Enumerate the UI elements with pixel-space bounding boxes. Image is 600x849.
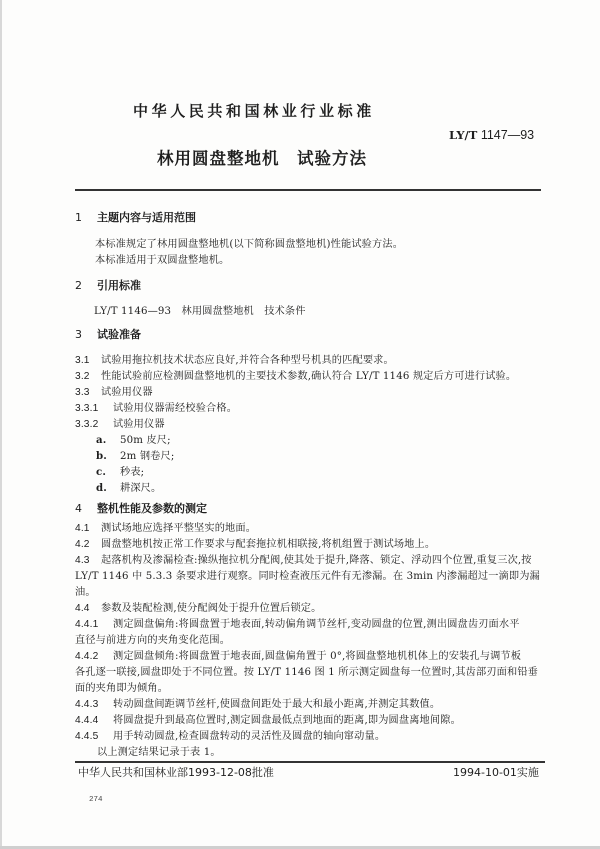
clause-number: 4.4.1 (75, 619, 99, 630)
results-note: 以上测定结果记录于表 1。 (97, 747, 221, 758)
clause-text: 试验用仪器 (101, 387, 153, 398)
clause-4-4-4 (75, 711, 461, 726)
clause-text: 试验用拖拉机技术状态应良好,并符合各种型号机具的匹配要求。 (101, 355, 394, 366)
section-title: 整机性能及参数的测定 (97, 502, 207, 515)
clause-3-3-2 (75, 415, 165, 430)
clause-3-3-1 (75, 399, 237, 414)
section-heading-1 (75, 209, 196, 225)
instrument-text: 2m 钢卷尺; (120, 451, 175, 462)
section-title: 试验准备 (97, 328, 141, 341)
section-number: 1 (75, 211, 82, 224)
clause-text: 测定圆盘偏角:将圆盘置于地表面,转动偏角调节丝杆,变动圆盘的位置,测出圆盘齿刃面水平 (113, 619, 520, 630)
clause-continuation: 面的夹角即为倾角。 (75, 683, 169, 694)
clause-number: 3.2 (75, 371, 90, 382)
reference-standard: LY/T 1146—93 林用圆盘整地机 技术条件 (94, 306, 306, 317)
clause-continuation: 各孔逐一联接,圆盘即处于不同位置。按 LY/T 1146 图 1 所示测定圆盘每一位置时,其齿部刃面和铅垂 (75, 667, 539, 678)
clause-number: 4.4.4 (75, 715, 99, 726)
clause-4-4-5 (75, 727, 385, 742)
clause-3-1 (75, 351, 394, 366)
paragraph: 本标准规定了林用圆盘整地机(以下简称圆盘整地机)性能试验方法。 (95, 239, 404, 250)
clause-4-4-3 (75, 695, 440, 710)
list-marker: d. (96, 482, 107, 494)
clause-number: 4.2 (75, 539, 90, 550)
clause-text: 圆盘整地机按正常工作要求与配套拖拉机相联接,将机组置于测试场地上。 (101, 539, 436, 550)
clause-continuation: LY/T 1146 中 5.3.3 条要求进行观察。同时检查液压元件有无渗漏。在 3min 内渗漏超过一滴即为漏 (75, 571, 540, 582)
clause-number: 4.3 (75, 555, 90, 566)
clause-text: 性能试验前应检测圆盘整地机的主要技术参数,确认符合 LY/T 1146 规定后方可进行试验。 (101, 371, 517, 382)
clause-continuation: 直径与前进方向的夹角变化范围。 (75, 635, 231, 646)
header-divider (75, 189, 541, 191)
section-heading-2 (75, 277, 141, 293)
clause-number: 4.4.5 (75, 731, 99, 742)
clause-4-1 (75, 519, 256, 534)
section-number: 2 (75, 279, 82, 292)
clause-number: 3.3.2 (75, 419, 99, 430)
clause-4-4-2 (75, 647, 521, 662)
section-heading-3 (75, 326, 141, 342)
clause-text: 试验用仪器 (113, 419, 165, 430)
instrument-item (96, 431, 171, 446)
clause-text: 起落机构及渗漏检查:操纵拖拉机分配阀,使其处于提升,降落、锁定、浮动四个位置,重复三次,按 (101, 555, 532, 566)
clause-number: 3.3 (75, 387, 90, 398)
instrument-item (96, 463, 144, 478)
clause-text: 将圆盘提升到最高位置时,测定圆盘最低点到地面的距离,即为圆盘离地间隙。 (113, 715, 461, 726)
section-title: 引用标准 (97, 279, 141, 292)
instrument-text: 秒表; (120, 467, 145, 478)
clause-text: 用手转动圆盘,检查圆盘转动的灵活性及圆盘的轴向窜动量。 (113, 731, 386, 742)
clause-text: 测定圆盘倾角:将圆盘置于地表面,圆盘偏角置于 0°,将圆盘整地机机体上的安装孔与调节板 (113, 651, 522, 662)
standard-organization: 中华人民共和国林业行业标准 (133, 102, 375, 120)
clause-4-3 (75, 551, 532, 566)
clause-number: 4.4.3 (75, 699, 99, 710)
standard-code-number: 1147—93 (480, 128, 535, 142)
section-title: 主题内容与适用范围 (97, 211, 196, 224)
clause-3-2 (75, 367, 516, 382)
effective-date: 1994-10-01实施 (453, 766, 539, 779)
clause-number: 3.3.1 (75, 403, 99, 414)
footer-divider (75, 761, 545, 763)
list-marker: c. (96, 466, 107, 478)
standard-code (449, 128, 534, 142)
document-title: 林用圆盘整地机 试验方法 (157, 149, 367, 168)
clause-4-4 (75, 599, 321, 614)
clause-text: 测试场地应选择平整坚实的地面。 (101, 523, 257, 534)
clause-continuation: 油。 (75, 587, 96, 598)
clause-number: 4.1 (75, 523, 90, 534)
clause-4-2 (75, 535, 435, 550)
page-edge (0, 0, 2, 849)
clause-text: 参数及装配检测,使分配阀处于提升位置后锁定。 (101, 603, 322, 614)
section-number: 3 (75, 328, 82, 341)
clause-number: 4.4.2 (75, 651, 99, 662)
clause-number: 3.1 (75, 355, 90, 366)
clause-text: 转动圆盘间距调节丝杆,使圆盘间距处于最大和最小距离,并测定其数值。 (113, 699, 441, 710)
list-marker: a. (96, 434, 107, 446)
page-number: 274 (89, 796, 103, 804)
standard-code-prefix: LY/T (449, 128, 478, 142)
clause-number: 4.4 (75, 603, 90, 614)
list-marker: b. (96, 450, 107, 462)
clause-text: 试验用仪器需经校验合格。 (113, 403, 238, 414)
approval-date: 中华人民共和国林业部1993-12-08批准 (78, 766, 274, 779)
section-heading-4 (75, 500, 207, 516)
clause-4-4-1 (75, 615, 520, 630)
clause-3-3 (75, 383, 153, 398)
instrument-item (96, 479, 161, 494)
paragraph: 本标准适用于双圆盘整地机。 (95, 255, 230, 266)
section-number: 4 (75, 502, 82, 515)
instrument-text: 耕深尺。 (120, 483, 162, 494)
instrument-item (96, 447, 174, 462)
instrument-text: 50m 皮尺; (120, 435, 171, 446)
